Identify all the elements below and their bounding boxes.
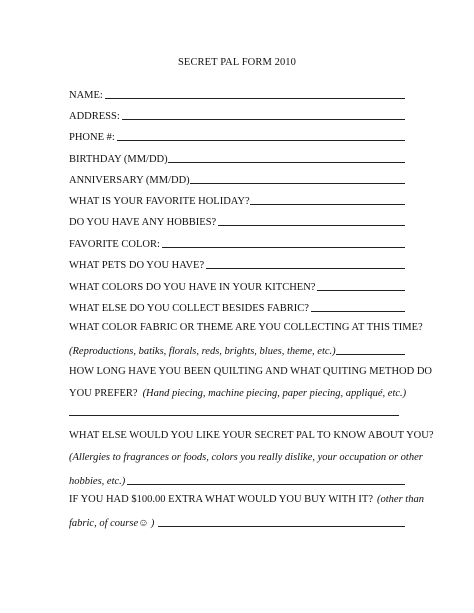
kitchen-colors-field [69, 280, 405, 293]
else-know-field [69, 474, 405, 487]
holiday-label: WHAT IS YOUR FAVORITE HOLIDAY? [69, 196, 250, 207]
fabric-theme-blank[interactable] [336, 344, 405, 355]
else-know-examples-2: hobbies, etc.) [69, 476, 126, 487]
favorite-color-blank[interactable] [162, 237, 405, 248]
name-blank[interactable] [105, 88, 405, 99]
else-know-label: WHAT ELSE WOULD YOU LIKE YOUR SECRET PAL TO KNOW ABOUT YOU? [69, 430, 434, 441]
fabric-theme-examples: (Reproductions, batiks, florals, reds, brights, blues, theme, etc.) [69, 346, 336, 357]
holiday-field [69, 194, 405, 207]
birthday-label: BIRTHDAY (MM/DD) [69, 154, 168, 165]
collect-blank[interactable] [311, 301, 405, 312]
else-know-question [69, 430, 434, 441]
else-know-examples-1: (Allergies to fragrances or foods, colors you really dislike, your occupation or other [69, 452, 423, 463]
smiley-icon: ☺ [138, 518, 149, 529]
pets-label: WHAT PETS DO YOU HAVE? [69, 260, 205, 271]
pets-field [69, 258, 405, 271]
favorite-color-field [69, 237, 405, 250]
name-field [69, 88, 405, 101]
address-field [69, 109, 405, 122]
fabric-theme-label: WHAT COLOR FABRIC OR THEME ARE YOU COLLECTING AT THIS TIME? [69, 322, 423, 333]
extra-money-examples-2: fabric, of course [69, 518, 139, 529]
address-label: ADDRESS: [69, 111, 120, 122]
phone-label: PHONE #: [69, 132, 115, 143]
anniversary-label: ANNIVERSARY (MM/DD) [69, 175, 190, 186]
hobbies-field [69, 215, 405, 228]
fabric-theme-field [69, 344, 405, 357]
birthday-field [69, 152, 405, 165]
anniversary-blank[interactable] [190, 173, 405, 184]
quilting-label-1: HOW LONG HAVE YOU BEEN QUILTING AND WHAT QUITING METHOD DO [69, 366, 432, 377]
extra-money-examples-1: (other than [377, 494, 424, 505]
quilting-question-line1 [69, 366, 432, 377]
kitchen-colors-label: WHAT COLORS DO YOU HAVE IN YOUR KITCHEN? [69, 282, 316, 293]
form-title: SECRET PAL FORM 2010 [177, 57, 297, 68]
kitchen-colors-blank[interactable] [317, 280, 405, 291]
collect-field [69, 301, 405, 314]
extra-money-question [69, 494, 424, 505]
birthday-blank[interactable] [168, 152, 405, 163]
anniversary-field [69, 173, 405, 186]
else-know-examples-line1 [69, 452, 423, 463]
hobbies-label: DO YOU HAVE ANY HOBBIES? [69, 217, 217, 228]
address-blank[interactable] [122, 109, 405, 120]
fabric-theme-question [69, 322, 423, 333]
pets-blank[interactable] [206, 258, 405, 269]
hobbies-blank[interactable] [218, 215, 405, 226]
phone-blank[interactable] [117, 130, 405, 141]
quilting-question-line2 [69, 388, 405, 399]
name-label: NAME: [69, 90, 103, 101]
quilting-label-2: YOU PREFER? [69, 388, 138, 399]
extra-money-field [69, 516, 405, 529]
holiday-blank[interactable] [250, 194, 405, 205]
favorite-color-label: FAVORITE COLOR: [69, 239, 160, 250]
collect-label: WHAT ELSE DO YOU COLLECT BESIDES FABRIC? [69, 303, 309, 314]
extra-money-blank[interactable] [158, 516, 405, 527]
phone-field [69, 130, 405, 143]
quilting-examples: (Hand piecing, machine piecing, paper piecing, appliqué, etc.) [142, 388, 407, 399]
else-know-blank[interactable] [127, 474, 405, 485]
quilting-blank[interactable] [69, 415, 399, 416]
extra-money-label: IF YOU HAD $100.00 EXTRA WHAT WOULD YOU BUY WITH IT? [69, 494, 373, 505]
extra-money-close-paren: ) [150, 518, 155, 529]
